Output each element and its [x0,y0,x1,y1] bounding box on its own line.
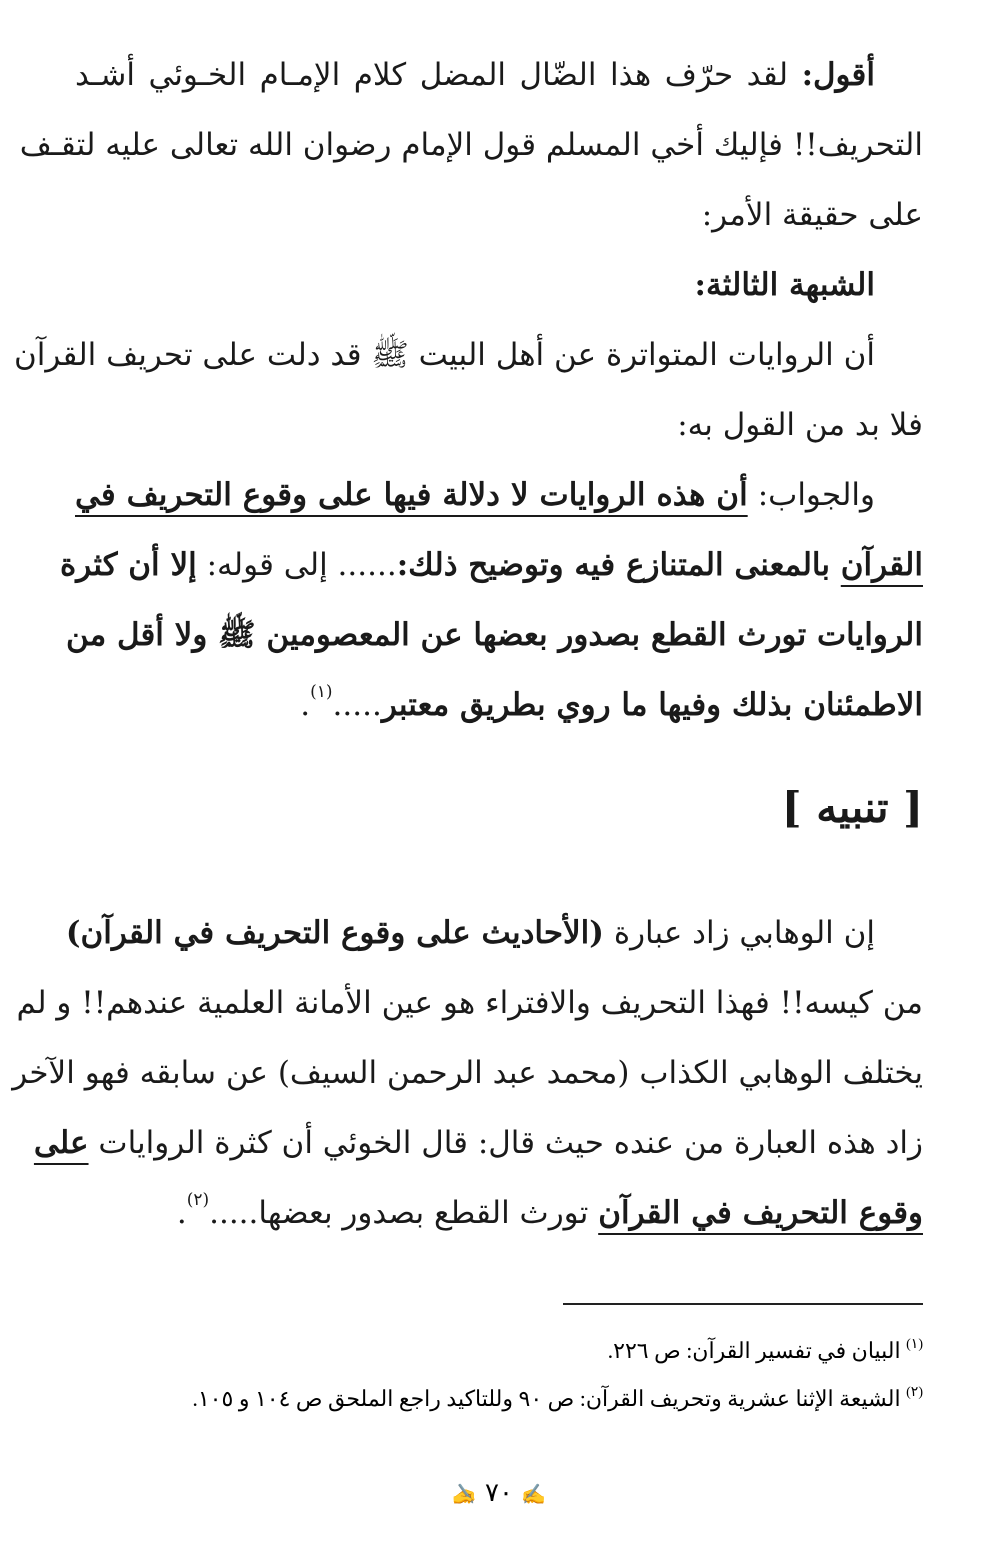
paragraph-line: يختلف الوهابي الكذاب (محمد عبد الرحمن السيف) عن سابقه فهو الآخر [12,1055,923,1091]
section-subheading: الشبهة الثالثة: [694,267,875,303]
paragraph-line: أقول: لقد حرّف هذا الضّال المضل كلام الإمـام الخـوئي أشـد [75,57,875,93]
footnotes [75,1315,923,1423]
ornament-icon: ✍ [451,1482,477,1506]
paragraph-line: والجواب: أن هذه الروايات لا دلالة فيها على وقوع التحريف في [75,477,875,513]
paragraph-line: من كيسه!! فهذا التحريف والافتراء هو عين الأمانة العلمية عندهم!! و لم [16,985,923,1021]
paragraph-line: وقوع التحريف في القرآن تورث القطع بصدور بعضها.....$^{(٢)}$. [176,1190,923,1231]
paragraph-line: القرآن بالمعنى المتنازع فيه وتوضيح ذلك:...... إلى قوله: إلا أن كثرة [60,547,923,583]
paragraph-line: التحريف!! فإليك أخي المسلم قول الإمام رضوان الله تعالى عليه لتقـف [19,127,923,163]
paragraph-line: الاطمئنان بذلك وفيها ما روي بطريق معتبر.....$^{(١)}$. [300,682,923,723]
footnote-ref[interactable]: (١) [310,682,333,702]
paragraph-line: أن الروايات المتواترة عن أهل البيت ﷺ قد دلت على تحريف القرآن [14,337,875,373]
paragraph-line: على حقيقة الأمر: [701,197,923,233]
paragraph-line: إن الوهابي زاد عبارة (الأحاديث على وقوع التحريف في القرآن) [65,915,875,951]
paragraph-line: الروايات تورث القطع بصدور بعضها عن المعصومين ﷺ ولا أقل من [65,617,923,653]
page-body [12,40,923,1248]
underlined-quote: أن هذه الروايات لا دلالة فيها على وقوع التحريف في [75,477,748,513]
section-heading: [ تنبيه ] [781,783,923,832]
footnote-item: $^{(١)}$ البيان في تفسير القرآن: ص ٢٢٦. [607,1337,923,1363]
paragraph-line: زاد هذه العبارة من عنده حيث قال: قال الخوئي أن كثرة الروايات على [33,1125,923,1161]
paragraph-line: فلا بد من القول به: [677,407,923,443]
page-number: ✍ ٧٠ ✍ [451,1478,547,1508]
footnote-item: $^{(٢)}$ الشيعة الإثنا عشرية وتحريف القرآن: ص ٩٠ وللتاكيد راجع الملحق ص ١٠٤ و ١٠٥. [192,1385,923,1411]
ornament-icon: ✍ [521,1482,547,1506]
footnote-divider [563,1303,923,1305]
bold-lead: أقول: [801,57,875,93]
footnote-ref[interactable]: (٢) [186,1190,210,1210]
